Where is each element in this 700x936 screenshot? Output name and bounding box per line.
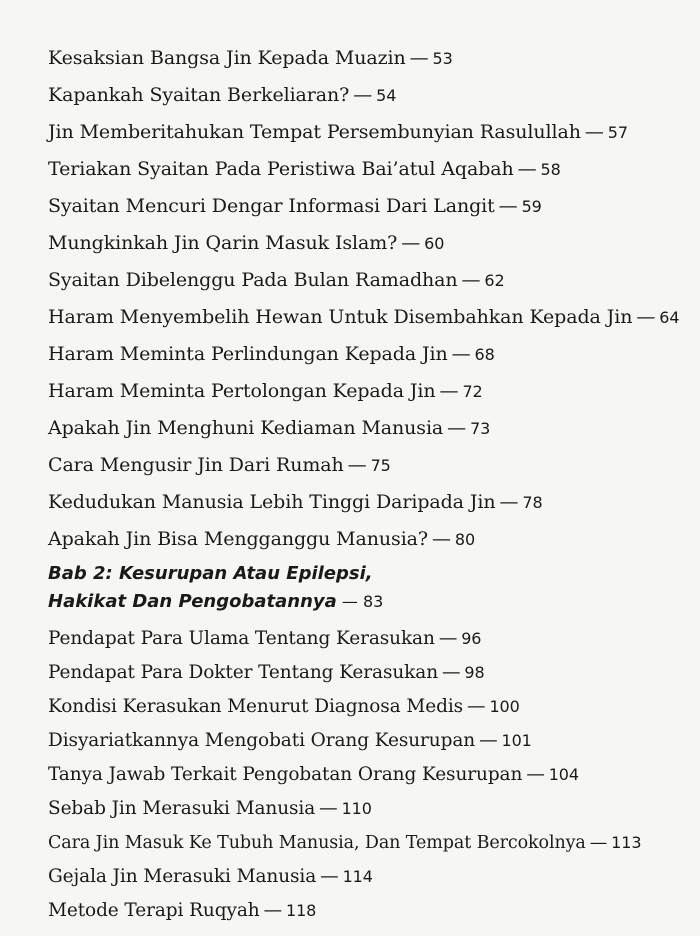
- toc-entry-page: 113: [611, 833, 642, 852]
- toc-entry: [48, 860, 688, 894]
- toc-entry-title: Mungkinkah Jin Qarin Masuk Islam?: [48, 232, 398, 254]
- toc-entry-title: Apakah Jin Menghuni Kediaman Manusia: [48, 417, 444, 439]
- chapter-title-line-2: [48, 588, 688, 616]
- toc-separator: —: [636, 306, 656, 328]
- toc-separator: —: [341, 592, 358, 611]
- toc-entry: [48, 225, 688, 262]
- toc-entry-page: 118: [286, 901, 317, 920]
- toc-entry-page: 58: [540, 160, 561, 179]
- toc-entry-page: 53: [432, 49, 453, 68]
- toc-separator: —: [589, 833, 608, 853]
- toc-entry: [48, 188, 688, 225]
- toc-entry-page: 75: [370, 456, 391, 475]
- toc-separator: —: [438, 628, 458, 649]
- toc-entry-page: 59: [521, 197, 542, 216]
- toc-entry-page: 101: [501, 731, 532, 750]
- toc-entry-title: Metode Terapi Ruqyah: [48, 900, 260, 921]
- toc-entry-title: Syaitan Mencuri Dengar Informasi Dari Langit: [48, 195, 495, 217]
- toc-separator: —: [353, 84, 373, 106]
- toc-entry-page: 72: [462, 382, 483, 401]
- toc-entry-title: Teriakan Syaitan Pada Peristiwa Bai’atul Aqabah: [48, 158, 514, 180]
- toc-separator: —: [439, 380, 459, 402]
- toc-entry: [48, 114, 688, 151]
- toc-separator: —: [584, 121, 604, 143]
- toc-separator: —: [347, 454, 367, 476]
- toc-entry: [48, 894, 688, 928]
- toc-entry-title: Kapankah Syaitan Berkeliaran?: [48, 84, 350, 106]
- toc-separator: —: [409, 47, 429, 69]
- toc-entry: [48, 521, 688, 558]
- toc-entry-title: Kondisi Kerasukan Menurut Diagnosa Medis: [48, 696, 464, 717]
- toc-separator: —: [447, 417, 467, 439]
- toc-separator: —: [451, 343, 471, 365]
- toc-entry-page: 98: [464, 663, 485, 682]
- toc-entry: [48, 826, 688, 860]
- toc-entry: [48, 447, 688, 484]
- chapter-page: 83: [362, 592, 384, 611]
- toc-entry-page: 80: [454, 530, 476, 549]
- toc-list-section-2: [48, 622, 688, 928]
- toc-entry: [48, 40, 688, 77]
- toc-entry-title: Pendapat Para Dokter Tentang Kerasukan: [48, 662, 439, 683]
- toc-list-section-1: [48, 40, 688, 558]
- toc-entry-title: Disyariatkannya Mengobati Orang Kesurupan: [48, 730, 476, 751]
- toc-entry-title: Cara Jin Masuk Ke Tubuh Manusia, Dan Tempat Bercokolnya: [48, 833, 586, 853]
- toc-entry-title: Sebab Jin Merasuki Manusia: [48, 798, 316, 819]
- toc-separator: —: [517, 158, 537, 180]
- toc-separator: —: [499, 491, 519, 513]
- toc-entry-title: Haram Meminta Perlindungan Kepada Jin: [48, 343, 448, 365]
- toc-separator: —: [479, 730, 498, 751]
- toc-entry-page: 60: [424, 234, 445, 253]
- toc-entry: [48, 484, 688, 521]
- toc-separator: —: [401, 232, 421, 254]
- toc-entry: [48, 262, 688, 299]
- toc-entry-page: 64: [659, 308, 680, 327]
- toc-entry-title: Pendapat Para Ulama Tentang Kerasukan: [48, 628, 435, 649]
- toc-separator: —: [431, 528, 451, 550]
- toc-entry-title: Kesaksian Bangsa Jin Kepada Muazin: [48, 47, 406, 69]
- toc-separator: —: [467, 696, 486, 717]
- toc-entry-page: 110: [341, 799, 372, 818]
- toc-entry: [48, 724, 688, 758]
- toc-entry-page: 54: [376, 86, 397, 105]
- toc-entry-page: 68: [474, 345, 495, 364]
- toc-entry-title: Gejala Jin Merasuki Manusia: [48, 866, 317, 887]
- toc-entry: [48, 410, 688, 447]
- toc-entry: [48, 336, 688, 373]
- toc-entry-title: Haram Menyembelih Hewan Untuk Disembahkan Kepada Jin: [48, 306, 633, 328]
- toc-separator: —: [442, 662, 461, 683]
- toc-entry-page: 114: [342, 867, 373, 886]
- toc-entry-title: Tanya Jawab Terkait Pengobatan Orang Kesurupan: [48, 764, 523, 785]
- chapter-title-line-1: Bab 2: Kesurupan Atau Epilepsi,: [48, 563, 373, 584]
- toc-entry-page: 100: [489, 697, 520, 716]
- toc-entry-title: Jin Memberitahukan Tempat Persembunyian Rasulullah: [48, 121, 581, 143]
- toc-entry: [48, 792, 688, 826]
- toc-entry-page: 57: [607, 123, 628, 142]
- toc-entry-title: Cara Mengusir Jin Dari Rumah: [48, 454, 344, 476]
- chapter-title-text: Hakikat Dan Pengobatannya: [48, 591, 337, 612]
- toc-entry-page: 78: [522, 493, 543, 512]
- toc-entry-title: Kedudukan Manusia Lebih Tinggi Daripada Jin: [48, 491, 496, 513]
- toc-entry: [48, 373, 688, 410]
- toc-separator: —: [320, 866, 339, 887]
- toc-entry: [48, 151, 688, 188]
- toc-entry-page: 96: [461, 629, 482, 648]
- toc-entry: [48, 622, 688, 656]
- toc-entry-page: 104: [548, 765, 579, 784]
- chapter-heading: [48, 560, 688, 616]
- toc-separator: —: [461, 269, 481, 291]
- toc-separator: —: [263, 900, 282, 921]
- toc-entry-page: 73: [470, 419, 491, 438]
- toc-separator: —: [526, 764, 545, 785]
- toc-entry: [48, 758, 688, 792]
- toc-separator: —: [319, 798, 338, 819]
- toc-entry-page: 62: [484, 271, 505, 290]
- toc-entry: [48, 656, 688, 690]
- toc-entry-title: Apakah Jin Bisa Mengganggu Manusia?: [48, 528, 428, 550]
- toc-separator: —: [498, 195, 518, 217]
- toc-entry: [48, 690, 688, 724]
- toc-entry-title: Haram Meminta Pertolongan Kepada Jin: [48, 380, 436, 402]
- toc-entry-title: Syaitan Dibelenggu Pada Bulan Ramadhan: [48, 269, 458, 291]
- toc-entry: [48, 77, 688, 114]
- toc-entry: [48, 299, 688, 336]
